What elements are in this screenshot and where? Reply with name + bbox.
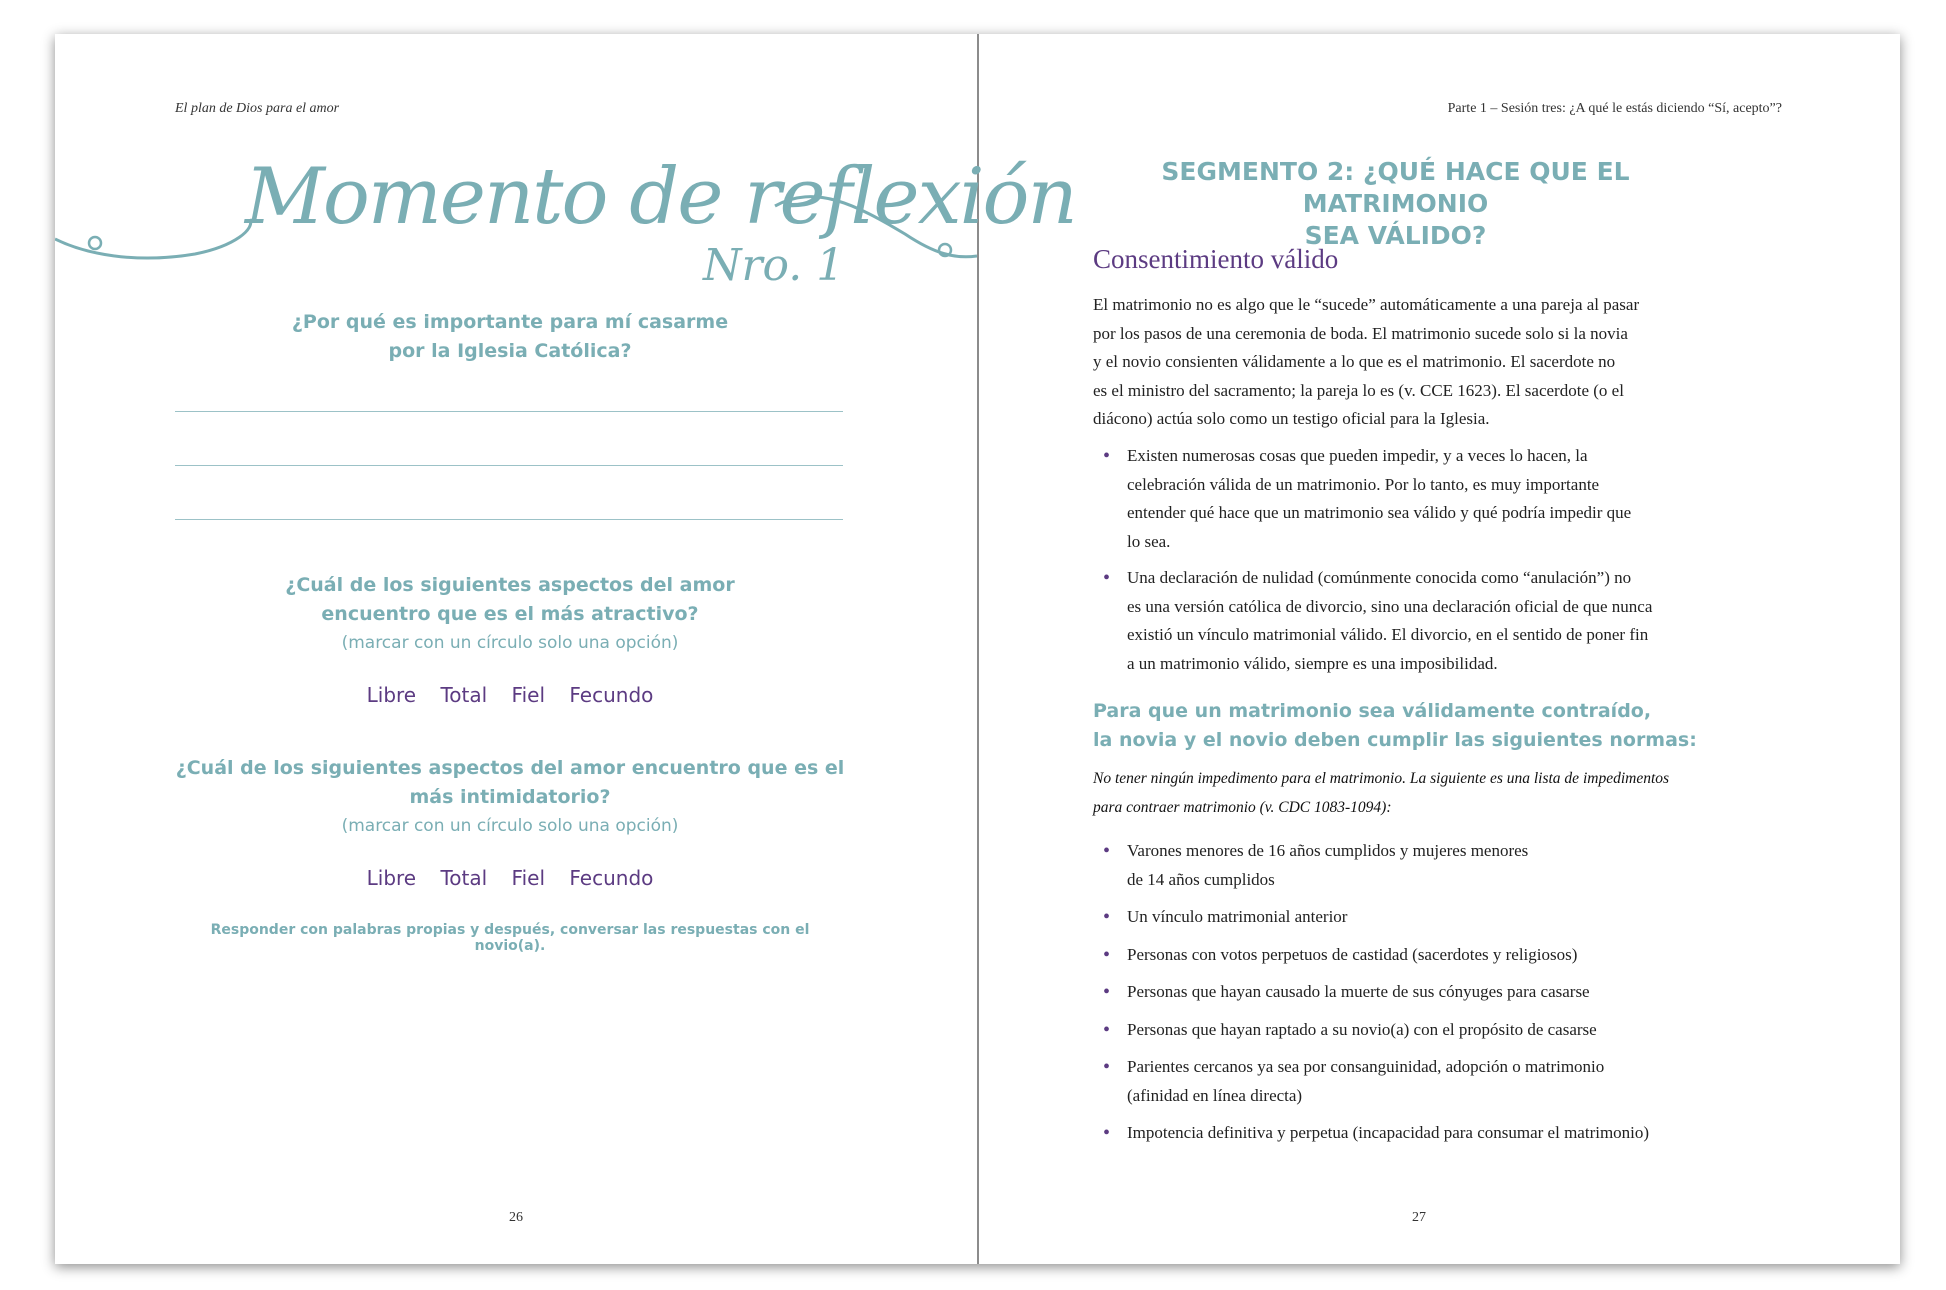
list-item [1093,1119,1703,1148]
question-3 [175,754,845,841]
list-item-line: existió un vínculo matrimonial válido. El divorcio, en el sentido de poner fin [1127,625,1649,644]
impediments-intro-line-1: No tener ningún impedimento para el matrimonio. La siguiente es una lista de impedimentos [1093,770,1670,787]
subheading: Consentimiento válido [1093,244,1339,274]
answer-line[interactable] [175,411,843,412]
title-script: Momento de reflexión [245,152,1076,242]
impediments-intro [1093,764,1713,822]
list-item [1093,1016,1703,1045]
bullet-list-a [1093,442,1703,686]
list-item [1093,941,1703,970]
list-item [1093,442,1703,556]
bullet-list-b [1093,837,1703,1157]
list-item-line: entender qué hace que un matrimonio sea válido y qué podría impedir que [1127,503,1632,522]
list-item-line: • Personas que hayan raptado a su novio(a) con el propósito de casarse [1127,1019,1597,1039]
list-item [1093,1053,1703,1110]
intro-paragraph [1093,291,1693,434]
question-3-note: (marcar con un círculo solo una opción) [341,816,679,836]
option-libre[interactable]: Libre [366,866,417,890]
list-item-line: • Personas con votos perpetuos de castidad (sacerdotes y religiosos) [1127,944,1578,964]
paragraph-line: y el novio consienten válidamente a lo que es el matrimonio. El sacerdote no [1093,352,1616,371]
list-item-line: de 14 años cumplidos [1127,869,1275,889]
paragraph-line: por los pasos de una ceremonia de boda. El matrimonio sucede solo si la novia [1093,323,1628,343]
list-item [1093,903,1703,932]
list-item [1093,978,1703,1007]
answer-line[interactable] [175,465,843,466]
list-item [1093,564,1703,678]
options-row-2 [175,683,845,707]
question-3-line-2: más intimidatorio? [409,786,611,808]
list-item-line: • Parientes cercanos ya sea por consanguinidad, adopción o matrimonio [1127,1057,1605,1076]
book-spread [55,34,1900,1264]
segment-title-line-1: SEGMENTO 2: ¿QUÉ HACE QUE EL MATRIMONIO [1161,157,1630,218]
title-number: Nro. 1 [703,240,845,291]
norms-heading-line-1: Para que un matrimonio sea válidamente contraído, [1093,700,1652,722]
question-1 [175,308,845,366]
option-fiel[interactable]: Fiel [511,866,546,890]
question-1-line-2: por la Iglesia Católica? [388,340,632,362]
paragraph-line: El matrimonio no es algo que le “sucede” automáticamente a una pareja al pasar [1093,295,1640,314]
option-fecundo[interactable]: Fecundo [569,866,654,890]
answer-line[interactable] [175,519,843,520]
list-item-line: • Impotencia definitiva y perpetua (incapacidad para consumar el matrimonio) [1127,1123,1650,1142]
option-libre[interactable]: Libre [366,683,417,707]
question-3-line-1: ¿Cuál de los siguientes aspectos del amor encuentro que es el [175,757,845,779]
page-number-left: 26 [509,1210,523,1225]
right-running-head: Parte 1 – Sesión tres: ¿A qué le estás diciendo “Sí, acepto”? [1447,101,1782,116]
left-page [55,34,1076,1264]
option-fiel[interactable]: Fiel [511,683,546,707]
list-item-line: • Existen numerosas cosas que pueden impedir, y a veces lo hacen, la [1127,446,1588,465]
segment-title-line-2: SEA VÁLIDO? [1304,221,1487,250]
list-item-line: • Personas que hayan causado la muerte de sus cónyuges para casarse [1127,982,1590,1001]
list-item-line: (afinidad en línea directa) [1127,1085,1303,1105]
list-item-line: es una versión católica de divorcio, sino una declaración oficial de que nunca [1127,596,1653,616]
option-total[interactable]: Total [440,866,488,890]
option-fecundo[interactable]: Fecundo [569,683,654,707]
list-item-line: celebración válida de un matrimonio. Por lo tanto, es muy importante [1127,474,1600,494]
right-page [979,34,1900,1264]
list-item-line: • Varones menores de 16 años cumplidos y mujeres menores [1127,841,1529,860]
impediments-intro-line-2: para contraer matrimonio (v. CDC 1083-1094): [1093,799,1392,816]
norms-heading-line-2: la novia y el novio deben cumplir las siguientes normas: [1093,729,1697,751]
segment-title [1089,156,1702,252]
option-total[interactable]: Total [440,683,488,707]
question-2 [175,571,845,658]
footer-note: Responder con palabras propias y después, conversar las respuestas con el novio(a). [210,922,810,954]
paragraph-line: es el ministro del sacramento; la pareja lo es (v. CCE 1623). El sacerdote (o el [1093,380,1624,400]
question-2-note: (marcar con un círculo solo una opción) [341,633,679,653]
list-item-line: • Una declaración de nulidad (comúnmente conocida como “anulación”) no [1127,568,1632,587]
list-item-line: • Un vínculo matrimonial anterior [1127,907,1348,926]
list-item-line: a un matrimonio válido, siempre es una imposibilidad. [1127,653,1498,673]
list-item-line: lo sea. [1127,531,1171,551]
left-running-head: El plan de Dios para el amor [175,101,340,116]
paragraph-line: diácono) actúa solo como un testigo oficial para la Iglesia. [1093,409,1490,428]
norms-heading [1093,697,1697,755]
page-number-right: 27 [1412,1210,1426,1225]
question-2-line-2: encuentro que es el más atractivo? [321,603,699,625]
question-2-line-1: ¿Cuál de los siguientes aspectos del amor [285,574,735,596]
options-row-3 [175,866,845,890]
list-item [1093,837,1703,894]
question-1-line-1: ¿Por qué es importante para mí casarme [291,311,729,333]
